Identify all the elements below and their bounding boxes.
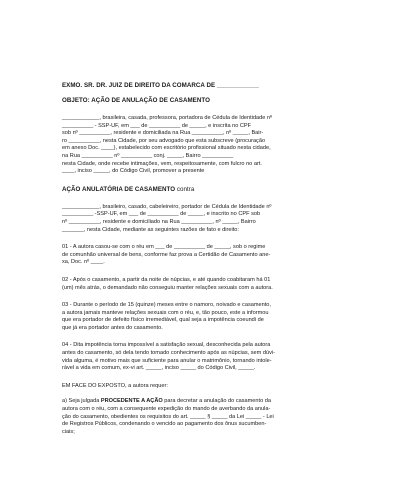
- paragraph-line: (um) mês atrás, o demandado não conseguiu manter relações sexuais com a autora.: [62, 284, 273, 291]
- paragraph-line: xa, Doc. nº ____.: [62, 259, 105, 266]
- paragraph-line: a autora jamais manteve relações sexuais com o réu, e, tão pouco, este a informou: [62, 309, 269, 316]
- fact-paragraph-01: [62, 244, 338, 267]
- paragraph-line: rável a vida em comum, ex-vi art. _____, inciso _____ do Código Civil, _____.: [62, 365, 256, 372]
- paragraph-line: em anexo Doc. ____), estabelecido com escritório profissional situado nesta cidade,: [62, 145, 271, 152]
- paragraph-line: sob nº __________, residente e domiciliada na Rua __________, nº _____, Bair-: [62, 130, 264, 137]
- court-heading: EXMO. SR. DR. JUIZ DE DIREITO DA COMARCA DE ____________: [62, 82, 259, 89]
- paragraph-line: de comunhão universal de bens, conforme faz prova a Certidão de Casamento ane-: [62, 251, 271, 258]
- paragraph-line: vida alguma, é motivo mais que suficiente para anular o matrimônio, tornando intole-: [62, 357, 272, 364]
- paragraph-line: 03 - Durante o período de 15 (quinze) meses entre o namoro, noivado e casamento,: [62, 302, 271, 309]
- paragraph-line: ção do casamento, obedientes os requisitos do art. _____ § _____ da Lei _____ - Lei: [62, 413, 274, 420]
- paragraph-line: que era portador de defeito físico irremediável, qual seja a impotência coeundi de: [62, 317, 264, 324]
- paragraph-line: na Rua __________ nº __________ conj. _____, Bairro __________: [62, 152, 234, 159]
- fact-paragraph-02: [62, 277, 338, 292]
- paragraph-line: ____________, brasileiro, casado, cabeleireiro, portador de Cédula de Identidade nº: [62, 203, 272, 210]
- paragraph-line: nesta Cidade, onde recebe intimações, vem, respeitosamente, com fulcro no art.: [62, 160, 262, 167]
- paragraph-line: __________ -SSP-UF, em ___ de __________ de _____, e inscrito no CPF sob: [62, 211, 261, 218]
- paragraph-line: _______, nesta Cidade, mediante as seguintes razões de fato e direito:: [62, 226, 239, 233]
- request-a-first-line: para decretar a anulação do casamento da: [162, 398, 271, 405]
- paragraph-line: antes do casamento, só dela tendo tomado conhecimento após as núpcias, sem dúvi-: [62, 350, 276, 357]
- paragraph-line: 02 - Após o casamento, a partir da noite de núpcias, e até quando coabitaram há 01: [62, 276, 271, 283]
- request-a-bold: PROCEDENTE A AÇÃO: [100, 398, 163, 405]
- defendant-qualification-paragraph: [62, 204, 338, 234]
- author-qualification-paragraph: [62, 115, 338, 176]
- fact-paragraph-04: [62, 342, 338, 372]
- paragraph-line: ro __________, nesta Cidade, por seu advogado que esta subscreve (procuração: [62, 137, 266, 144]
- request-intro: EM FACE DO EXPOSTO, a autora requer:: [62, 382, 168, 389]
- paragraph-line: nº __________, residente e domiciliado na Rua __________, nº _____, Bairro: [62, 218, 256, 225]
- paragraph-line: autora com o réu, com a consequente expedição do mando de averbando da anula-: [62, 406, 271, 413]
- request-a-prefix: a) Seja julgada: [62, 398, 101, 405]
- paragraph-line: 04 - Dita impotência torna impossível a satisfação sexual, desconhecida pela autora: [62, 342, 271, 349]
- paragraph-line: de Registros Públicos, condenando o vencido ao pagamento dos ônus sucumben-: [62, 421, 267, 428]
- action-title: AÇÃO ANULATÓRIA DE CASAMENTO: [62, 185, 176, 193]
- paragraph-line: que já era portador antes do casamento.: [62, 324, 163, 331]
- object-heading: OBJETO: AÇÃO DE ANULAÇÃO DE CASAMENTO: [62, 97, 210, 104]
- request-item-a: [62, 398, 338, 436]
- paragraph-line: 01 - A autora casou-se com o réu em ___ de __________ de _____, sob o regime: [62, 244, 266, 251]
- paragraph-line: [62, 398, 338, 406]
- action-heading: [62, 186, 338, 194]
- fact-paragraph-03: [62, 302, 338, 332]
- paragraph-line: ____, inciso _____, do Código Civil, promover a presente: [62, 168, 205, 175]
- paragraph-line: ciais;: [62, 428, 75, 435]
- paragraph-line: __________ - SSP-UF, em ___ de __________ de _____, e inscrita no CPF: [62, 122, 252, 129]
- action-against: contra: [175, 185, 195, 193]
- paragraph-line: ____________, brasileira, casada, professora, portadora de Cédula de Identidade nº: [62, 115, 273, 121]
